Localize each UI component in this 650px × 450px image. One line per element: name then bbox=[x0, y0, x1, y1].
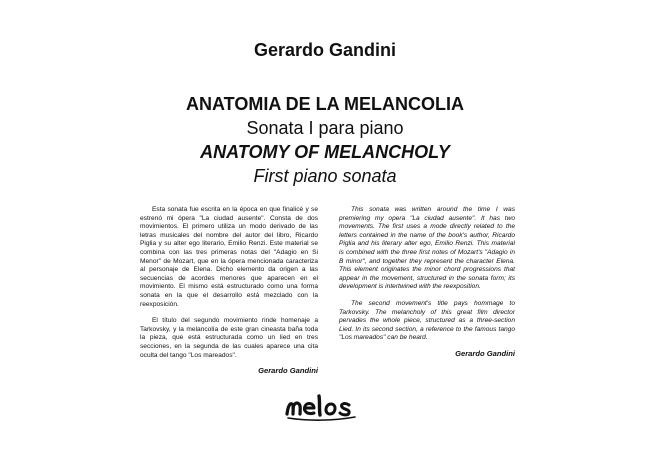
title-english: ANATOMY OF MELANCHOLY bbox=[200, 142, 450, 162]
subtitle-english: First piano sonata bbox=[253, 166, 397, 186]
notes-english-paragraph-2: The second movement's title pays hommage to Tarkovsky. The melancholy of this great film director pervades the whole piece, structured as a three-section Lied. In its second section, a reference to the famous tango "Los mareados" can be heard. bbox=[339, 299, 515, 342]
notes-spanish-paragraph-2: El título del segundo movimiento rinde homenaje a Tarkovsky, y la melancolía de este gran cineasta baña toda la pieza, que está estructurada como un lied en tres secciones, en la segunda de las cuales aparece una cita oculta del tango "Los mareados". bbox=[140, 317, 318, 359]
notes-english-column bbox=[339, 206, 515, 359]
melos-logo-icon bbox=[283, 392, 363, 422]
notes-spanish-signature: Gerardo Gandini bbox=[258, 366, 318, 376]
subtitle-spanish: Sonata I para piano bbox=[246, 118, 404, 138]
notes-english-paragraph-1: This sonata was written around the time I was premiering my opera "La ciudad ausente". It has two movements. The first uses a mode directly related to the letters contained in the name of the book's author, Ricardo Piglia and his literary alter ego, Emilio Renzi. This material is combined with the three first notes of Mozart's "Adagio in B minor", and together they represent the character Elena. This element originates the minor chord progressions that appear in the movement, structured in the sonata form; its development is intertwined with the reexposition. bbox=[339, 206, 515, 291]
notes-spanish-paragraph-1: Esta sonata fue escrita en la época en que finalicé y se estrenó mi ópera "La ciudad ausente". Consta de dos movimientos. El primero utiliza un modo derivado de las letras musicales del nombre del autor del libro, Ricardo Piglia y su alter ego literario, Emilio Renzi. Este material se combina con las tres primeras notas del "Adagio en Si Menor" de Mozart, que en la ópera mencionada caracteriza al personaje de Elena. Dicho elemento da origen a las secuencias de acordes menores que aparecen en el movimiento. El mismo está estructurado como una forma sonata en la que el desarrollo está mezclado con la reexposición. bbox=[140, 206, 318, 308]
melos-logo-graphic bbox=[283, 392, 363, 422]
composer-name: Gerardo Gandini bbox=[253, 40, 397, 60]
notes-english-signature: Gerardo Gandini bbox=[455, 348, 515, 358]
title-spanish: ANATOMIA DE LA MELANCOLIA bbox=[186, 94, 464, 114]
notes-spanish-column bbox=[140, 206, 318, 376]
